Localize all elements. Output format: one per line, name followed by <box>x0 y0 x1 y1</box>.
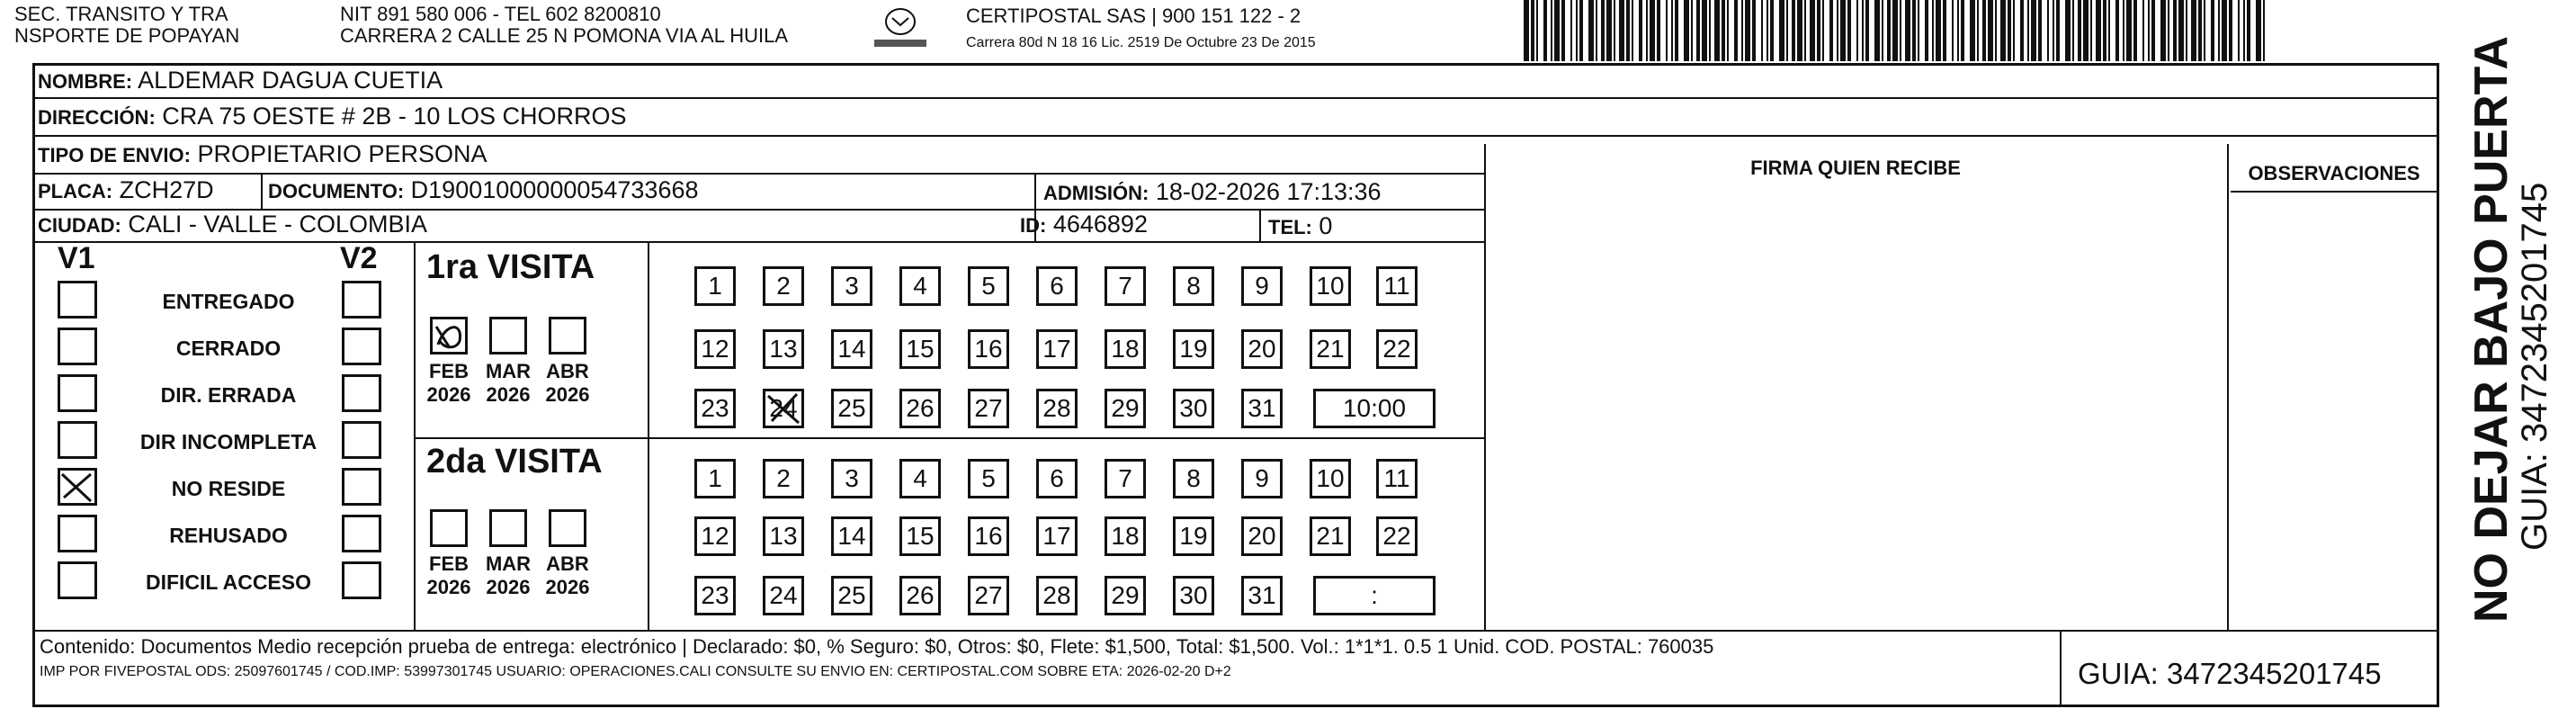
barcode-bar <box>1936 0 1941 61</box>
barcode-bar <box>1970 0 1975 61</box>
barcode-bar <box>1900 0 1901 61</box>
second-visit-day[interactable]: 4 <box>899 459 941 498</box>
recipient-address: CRA 75 OESTE # 2B - 10 LOS CHORROS <box>162 103 627 130</box>
second-visit-day[interactable]: 31 <box>1241 576 1283 615</box>
v2-checkbox[interactable] <box>342 468 381 506</box>
barcode-bar <box>1887 0 1891 61</box>
first-visit-day[interactable]: 14 <box>831 329 872 369</box>
second-visit-day[interactable]: 11 <box>1376 459 1418 498</box>
first-visit-day[interactable]: 2 <box>763 266 804 306</box>
receiver-signature-label: FIRMA QUIEN RECIBE <box>1750 157 1961 179</box>
barcode-bar <box>2053 0 2054 61</box>
barcode-bar <box>2191 0 2196 61</box>
v2-checkbox[interactable] <box>342 561 381 599</box>
first-visit-day[interactable]: 9 <box>1241 266 1283 306</box>
tel-cell <box>1268 212 1332 241</box>
second-visit-day[interactable]: 6 <box>1036 459 1078 498</box>
barcode-bar <box>2168 0 2169 61</box>
city: CALI - VALLE - COLOMBIA <box>128 211 428 238</box>
barcode-bar <box>1982 0 1986 61</box>
month-name: ABR <box>546 552 589 575</box>
barcode-bar <box>1822 0 1824 61</box>
first-visit-day[interactable]: 26 <box>899 389 941 428</box>
city-cell <box>38 211 427 239</box>
month-label <box>417 552 480 599</box>
barcode-bar <box>1666 0 1668 61</box>
barcode-bar <box>1714 0 1720 61</box>
barcode-bar <box>1988 0 1993 61</box>
barcode-bar <box>2072 0 2074 61</box>
second-visit-day[interactable]: 21 <box>1310 516 1351 556</box>
barcode-bar <box>1561 0 1565 61</box>
barcode-bar <box>1702 0 1707 61</box>
month-label <box>536 552 599 599</box>
second-visit-day[interactable]: 24 <box>763 576 804 615</box>
recipient-name-row <box>38 67 443 95</box>
barcode-bar <box>2000 0 2006 61</box>
admission-datetime: 18-02-2026 17:13:36 <box>1155 178 1382 205</box>
barcode-bar <box>2027 0 2029 61</box>
first-visit-day[interactable]: 16 <box>968 329 1009 369</box>
barcode-bar <box>1632 0 1633 61</box>
second-visit-title: 2da VISITA <box>426 443 603 480</box>
barcode-bar <box>2243 0 2245 61</box>
no-leave-under-door-warning: NO DEJAR BAJO PUERTA <box>2465 35 2518 623</box>
sender-name-line2: NSPORTE DE POPAYAN <box>14 24 240 47</box>
barcode-bar <box>1779 0 1784 61</box>
first-visit-day[interactable]: 11 <box>1376 266 1418 306</box>
check-mark-icon <box>765 390 802 431</box>
v1-checkbox[interactable] <box>58 561 97 599</box>
check-mark-icon <box>60 471 94 503</box>
barcode-bar <box>1551 0 1552 61</box>
plate-label: PLACA: <box>38 180 113 202</box>
v2-header: V2 <box>340 241 378 275</box>
side-guide-number: GUIA: 3472345201745 <box>2515 182 2554 551</box>
v2-checkbox[interactable] <box>342 374 381 412</box>
month-year: 2026 <box>545 576 590 598</box>
barcode-bar <box>1865 0 1869 61</box>
second-visit-day[interactable]: 26 <box>899 576 941 615</box>
barcode-bar <box>1606 0 1612 61</box>
first-visit-day[interactable]: 12 <box>694 329 736 369</box>
v2-checkbox[interactable] <box>342 328 381 365</box>
second-visit-day[interactable]: 28 <box>1036 576 1078 615</box>
month-label <box>477 360 540 407</box>
shipment-type-row <box>38 140 487 169</box>
barcode-bar <box>1761 0 1763 61</box>
status-label: NO RESIDE <box>171 477 286 500</box>
second-visit-day[interactable]: 29 <box>1105 576 1146 615</box>
barcode-bar <box>1829 0 1833 61</box>
tel-number: 0 <box>1319 212 1333 239</box>
barcode-bar <box>1882 0 1883 61</box>
barcode-bar <box>1995 0 1997 61</box>
first-visit-day[interactable]: 20 <box>1241 329 1283 369</box>
barcode-bar <box>1797 0 1802 61</box>
barcode-bar <box>2160 0 2166 61</box>
barcode-bar <box>2238 0 2240 61</box>
barcode-bar <box>1671 0 1673 61</box>
first-visit-day[interactable]: 17 <box>1036 329 1078 369</box>
second-visit-day[interactable]: 13 <box>763 516 804 556</box>
barcode-bar <box>1596 0 1597 61</box>
recipient-address-row <box>38 103 626 131</box>
barcode-bar <box>1752 0 1756 61</box>
barcode-bar <box>1804 0 1806 61</box>
first-visit-day[interactable]: 27 <box>968 389 1009 428</box>
barcode-bar <box>1817 0 1820 61</box>
month-name: FEB <box>429 552 469 575</box>
second-visit-day[interactable]: 3 <box>831 459 872 498</box>
barcode-bar <box>1684 0 1689 61</box>
status-label: DIR. ERRADA <box>160 383 297 407</box>
status-label: CERRADO <box>175 337 282 360</box>
barcode-bar <box>2218 0 2220 61</box>
barcode-bar <box>1524 0 1529 61</box>
barcode-bar <box>1543 0 1547 61</box>
barcode-bar <box>1614 0 1615 61</box>
barcode-bar <box>2178 0 2184 61</box>
first-visit-day[interactable]: 10 <box>1310 266 1351 306</box>
barcode-bar <box>1579 0 1583 61</box>
month-checkbox[interactable] <box>489 509 527 547</box>
first-visit-day[interactable]: 4 <box>899 266 941 306</box>
month-name: FEB <box>429 360 469 382</box>
observations-label: OBSERVACIONES <box>2248 162 2420 184</box>
barcode-bar <box>1626 0 1630 61</box>
barcode-bar <box>2078 0 2081 61</box>
second-visit-day[interactable]: 20 <box>1241 516 1283 556</box>
barcode-bar <box>2211 0 2214 61</box>
barcode-bar <box>1696 0 1700 61</box>
barcode-bar <box>1932 0 1934 61</box>
barcode-bar <box>2186 0 2187 61</box>
barcode-bar <box>1601 0 1605 61</box>
barcode-bar <box>1770 0 1774 61</box>
month-year: 2026 <box>426 383 471 406</box>
sender-name-line1: SEC. TRANSITO Y TRA <box>14 3 228 25</box>
barcode-bar <box>2126 0 2132 61</box>
second-visit-time[interactable]: : <box>1313 576 1436 615</box>
barcode-bar <box>2222 0 2227 61</box>
barcode-bar <box>1767 0 1768 61</box>
month-label <box>417 360 480 407</box>
month-name: MAR <box>485 360 532 382</box>
second-visit-day[interactable]: 1 <box>694 459 736 498</box>
barcode-bar <box>2008 0 2011 61</box>
v1-checkbox[interactable] <box>58 468 97 506</box>
second-visit-day[interactable]: 18 <box>1105 516 1146 556</box>
barcode-bar <box>2115 0 2119 61</box>
document-number: D19001000000054733668 <box>410 176 699 203</box>
first-visit-day[interactable]: 24 <box>763 389 804 428</box>
first-visit-day[interactable]: 15 <box>899 329 941 369</box>
barcode-bar <box>1943 0 1946 61</box>
v1-checkbox[interactable] <box>58 328 97 365</box>
barcode-bar <box>2108 0 2110 61</box>
second-visit-day[interactable]: 25 <box>831 576 872 615</box>
barcode-bar <box>1536 0 1538 61</box>
second-visit-day[interactable]: 7 <box>1105 459 1146 498</box>
barcode-bar <box>1957 0 1959 61</box>
barcode-bar <box>2229 0 2232 61</box>
second-visit-day[interactable]: 16 <box>968 516 1009 556</box>
barcode-bar <box>1840 0 1846 61</box>
barcode-bar <box>2263 0 2265 61</box>
second-visit-day[interactable]: 17 <box>1036 516 1078 556</box>
barcode-bar <box>2047 0 2049 61</box>
barcode-bar <box>1722 0 1725 61</box>
contents-summary: Contenido: Documentos Medio recepción prueba de entrega: electrónico | Declarado: $0, % Seguro: $0, Otros: $0, Flete: $1,500, Total: $1,500. Vol.: 1*1*1. 0.5 1 Unid. COD. POSTAL: 760035 <box>40 635 1714 658</box>
plate-cell <box>38 176 214 205</box>
first-visit-day[interactable]: 7 <box>1105 266 1146 306</box>
first-visit-day[interactable]: 23 <box>694 389 736 428</box>
shipment-type: PROPIETARIO PERSONA <box>197 140 487 167</box>
barcode-bar <box>1639 0 1642 61</box>
second-visit-day[interactable]: 12 <box>694 516 736 556</box>
shipment-type-label: TIPO DE ENVIO: <box>38 144 191 166</box>
certipostal-logo <box>871 5 930 57</box>
barcode-bar <box>1862 0 1864 61</box>
second-visit-day[interactable]: 22 <box>1376 516 1418 556</box>
admission-label: ADMISIÓN: <box>1043 182 1149 204</box>
barcode-bar <box>2038 0 2042 61</box>
second-visit-day[interactable]: 19 <box>1173 516 1214 556</box>
barcode-bar <box>2090 0 2092 61</box>
month-name: ABR <box>546 360 589 382</box>
barcode-bar <box>1745 0 1750 61</box>
id-cell <box>1020 211 1148 239</box>
guide-number: GUIA: 3472345201745 <box>2078 657 2382 690</box>
barcode-bar <box>2198 0 2202 61</box>
second-visit-day[interactable]: 2 <box>763 459 804 498</box>
barcode-bar <box>2020 0 2024 61</box>
barcode-bar <box>2133 0 2137 61</box>
barcode-bar <box>1786 0 1788 61</box>
second-visit-day[interactable]: 5 <box>968 459 1009 498</box>
barcode-bar <box>1734 0 1738 61</box>
second-visit-day[interactable]: 27 <box>968 576 1009 615</box>
v2-checkbox[interactable] <box>342 281 381 319</box>
barcode-bar <box>2204 0 2205 61</box>
first-visit-time[interactable]: 10:00 <box>1313 389 1436 428</box>
barcode-bar <box>1570 0 1572 61</box>
barcode-bar <box>2013 0 2015 61</box>
first-visit-day[interactable]: 22 <box>1376 329 1418 369</box>
barcode-bar <box>1977 0 1979 61</box>
barcode-bar <box>1810 0 1815 61</box>
barcode-bar <box>1847 0 1851 61</box>
id-label: ID: <box>1020 214 1047 237</box>
barcode-bar <box>1961 0 1964 61</box>
recipient-name-label: NOMBRE: <box>38 70 133 93</box>
second-visit-day[interactable]: 10 <box>1310 459 1351 498</box>
first-visit-day[interactable]: 28 <box>1036 389 1078 428</box>
first-visit-day[interactable]: 18 <box>1105 329 1146 369</box>
first-visit-day[interactable]: 30 <box>1173 389 1214 428</box>
first-visit-day[interactable]: 8 <box>1173 266 1214 306</box>
first-visit-day[interactable]: 29 <box>1105 389 1146 428</box>
barcode-bar <box>2247 0 2250 61</box>
tel-label: TEL: <box>1268 216 1312 238</box>
month-checkbox[interactable] <box>549 317 586 355</box>
first-visit-day[interactable]: 13 <box>763 329 804 369</box>
barcode-bar <box>2148 0 2150 61</box>
barcode-bar <box>1531 0 1534 61</box>
v1-checkbox[interactable] <box>58 374 97 412</box>
second-visit-day[interactable]: 9 <box>1241 459 1283 498</box>
barcode-bar <box>2031 0 2036 61</box>
second-visit-day[interactable]: 8 <box>1173 459 1214 498</box>
barcode-bar <box>1856 0 1858 61</box>
barcode-bar <box>1925 0 1928 61</box>
barcode-bar <box>1741 0 1743 61</box>
company-name: CERTIPOSTAL SAS | 900 151 122 - 2 <box>966 4 1301 27</box>
barcode-bar <box>1646 0 1648 61</box>
v1-checkbox[interactable] <box>58 515 97 552</box>
barcode-bar <box>1912 0 1916 61</box>
barcode-bar <box>2083 0 2089 61</box>
status-label: DIFICIL ACCESO <box>145 570 311 594</box>
second-visit-day[interactable]: 30 <box>1173 576 1214 615</box>
recipient-name: ALDEMAR DAGUA CUETIA <box>138 67 443 94</box>
barcode-bar <box>1691 0 1693 61</box>
v2-checkbox[interactable] <box>342 421 381 459</box>
barcode-bar <box>1657 0 1660 61</box>
check-mark-icon <box>433 319 465 352</box>
recipient-address-label: DIRECCIÓN: <box>38 106 156 129</box>
month-checkbox[interactable] <box>430 317 468 355</box>
document-cell <box>268 176 699 205</box>
barcode-bar <box>1918 0 1919 61</box>
barcode-bar <box>1792 0 1795 61</box>
barcode-bar <box>1554 0 1560 61</box>
document-label: DOCUMENTO: <box>268 180 405 202</box>
barcode-bar <box>2096 0 2101 61</box>
barcode-bar <box>1837 0 1838 61</box>
first-visit-title: 1ra VISITA <box>426 248 595 286</box>
barcode-bar <box>1709 0 1711 61</box>
month-checkbox[interactable] <box>489 317 527 355</box>
barcode-bar <box>2065 0 2071 61</box>
first-visit-day[interactable]: 25 <box>831 389 872 428</box>
barcode <box>1524 0 2270 69</box>
admission-cell <box>1043 178 1382 207</box>
month-name: MAR <box>485 552 532 575</box>
first-visit-day[interactable]: 5 <box>968 266 1009 306</box>
barcode-bar <box>1905 0 1910 61</box>
barcode-bar <box>1675 0 1678 61</box>
first-visit-day[interactable]: 21 <box>1310 329 1351 369</box>
v1-checkbox[interactable] <box>58 421 97 459</box>
barcode-bar <box>2256 0 2261 61</box>
barcode-bar <box>2142 0 2144 61</box>
month-year: 2026 <box>486 383 531 406</box>
company-address: Carrera 80d N 18 16 Lic. 2519 De Octubre 23 De 2015 <box>966 35 1316 50</box>
month-label <box>536 360 599 407</box>
v1-checkbox[interactable] <box>58 281 97 319</box>
barcode-bar <box>1727 0 1729 61</box>
status-label: DIR INCOMPLETA <box>139 430 318 453</box>
first-visit-day[interactable]: 1 <box>694 266 736 306</box>
month-year: 2026 <box>545 383 590 406</box>
month-checkbox[interactable] <box>430 509 468 547</box>
barcode-bar <box>1576 0 1578 61</box>
barcode-bar <box>1874 0 1880 61</box>
barcode-bar <box>2151 0 2155 61</box>
second-visit-day[interactable]: 15 <box>899 516 941 556</box>
v2-checkbox[interactable] <box>342 515 381 552</box>
month-year: 2026 <box>426 576 471 598</box>
first-visit-day[interactable]: 31 <box>1241 389 1283 428</box>
month-year: 2026 <box>486 576 531 598</box>
barcode-bar <box>2056 0 2060 61</box>
printer-info: IMP POR FIVEPOSTAL ODS: 25097601745 / COD.IMP: 53997301745 USUARIO: OPERACIONES.CALI CONSULTE SU ENVIO EN: CERTIPOSTAL.COM SOBRE ETA: 2026-02-20 D+2 <box>40 664 1231 679</box>
sender-nit: NIT 891 580 006 - TEL 602 8200810 <box>340 3 661 25</box>
month-checkbox[interactable] <box>549 509 586 547</box>
month-label <box>477 552 540 599</box>
barcode-bar <box>1892 0 1898 61</box>
v1-header: V1 <box>58 241 95 275</box>
barcode-bar <box>1952 0 1954 61</box>
barcode-bar <box>2173 0 2177 61</box>
city-label: CIUDAD: <box>38 214 121 237</box>
plate: ZCH27D <box>119 176 214 203</box>
barcode-bar <box>1619 0 1624 61</box>
first-visit-day[interactable]: 3 <box>831 266 872 306</box>
first-visit-day[interactable]: 19 <box>1173 329 1214 369</box>
second-visit-day[interactable]: 23 <box>694 576 736 615</box>
status-label: REHUSADO <box>169 524 288 547</box>
id-number: 4646892 <box>1052 211 1148 238</box>
barcode-bar <box>2123 0 2124 61</box>
barcode-bar <box>2103 0 2106 61</box>
sender-address: CARRERA 2 CALLE 25 N POMONA VIA AL HUILA <box>340 24 789 47</box>
barcode-bar <box>1588 0 1594 61</box>
second-visit-day[interactable]: 14 <box>831 516 872 556</box>
first-visit-day[interactable]: 6 <box>1036 266 1078 306</box>
status-label: ENTREGADO <box>162 290 295 313</box>
barcode-bar <box>1650 0 1655 61</box>
